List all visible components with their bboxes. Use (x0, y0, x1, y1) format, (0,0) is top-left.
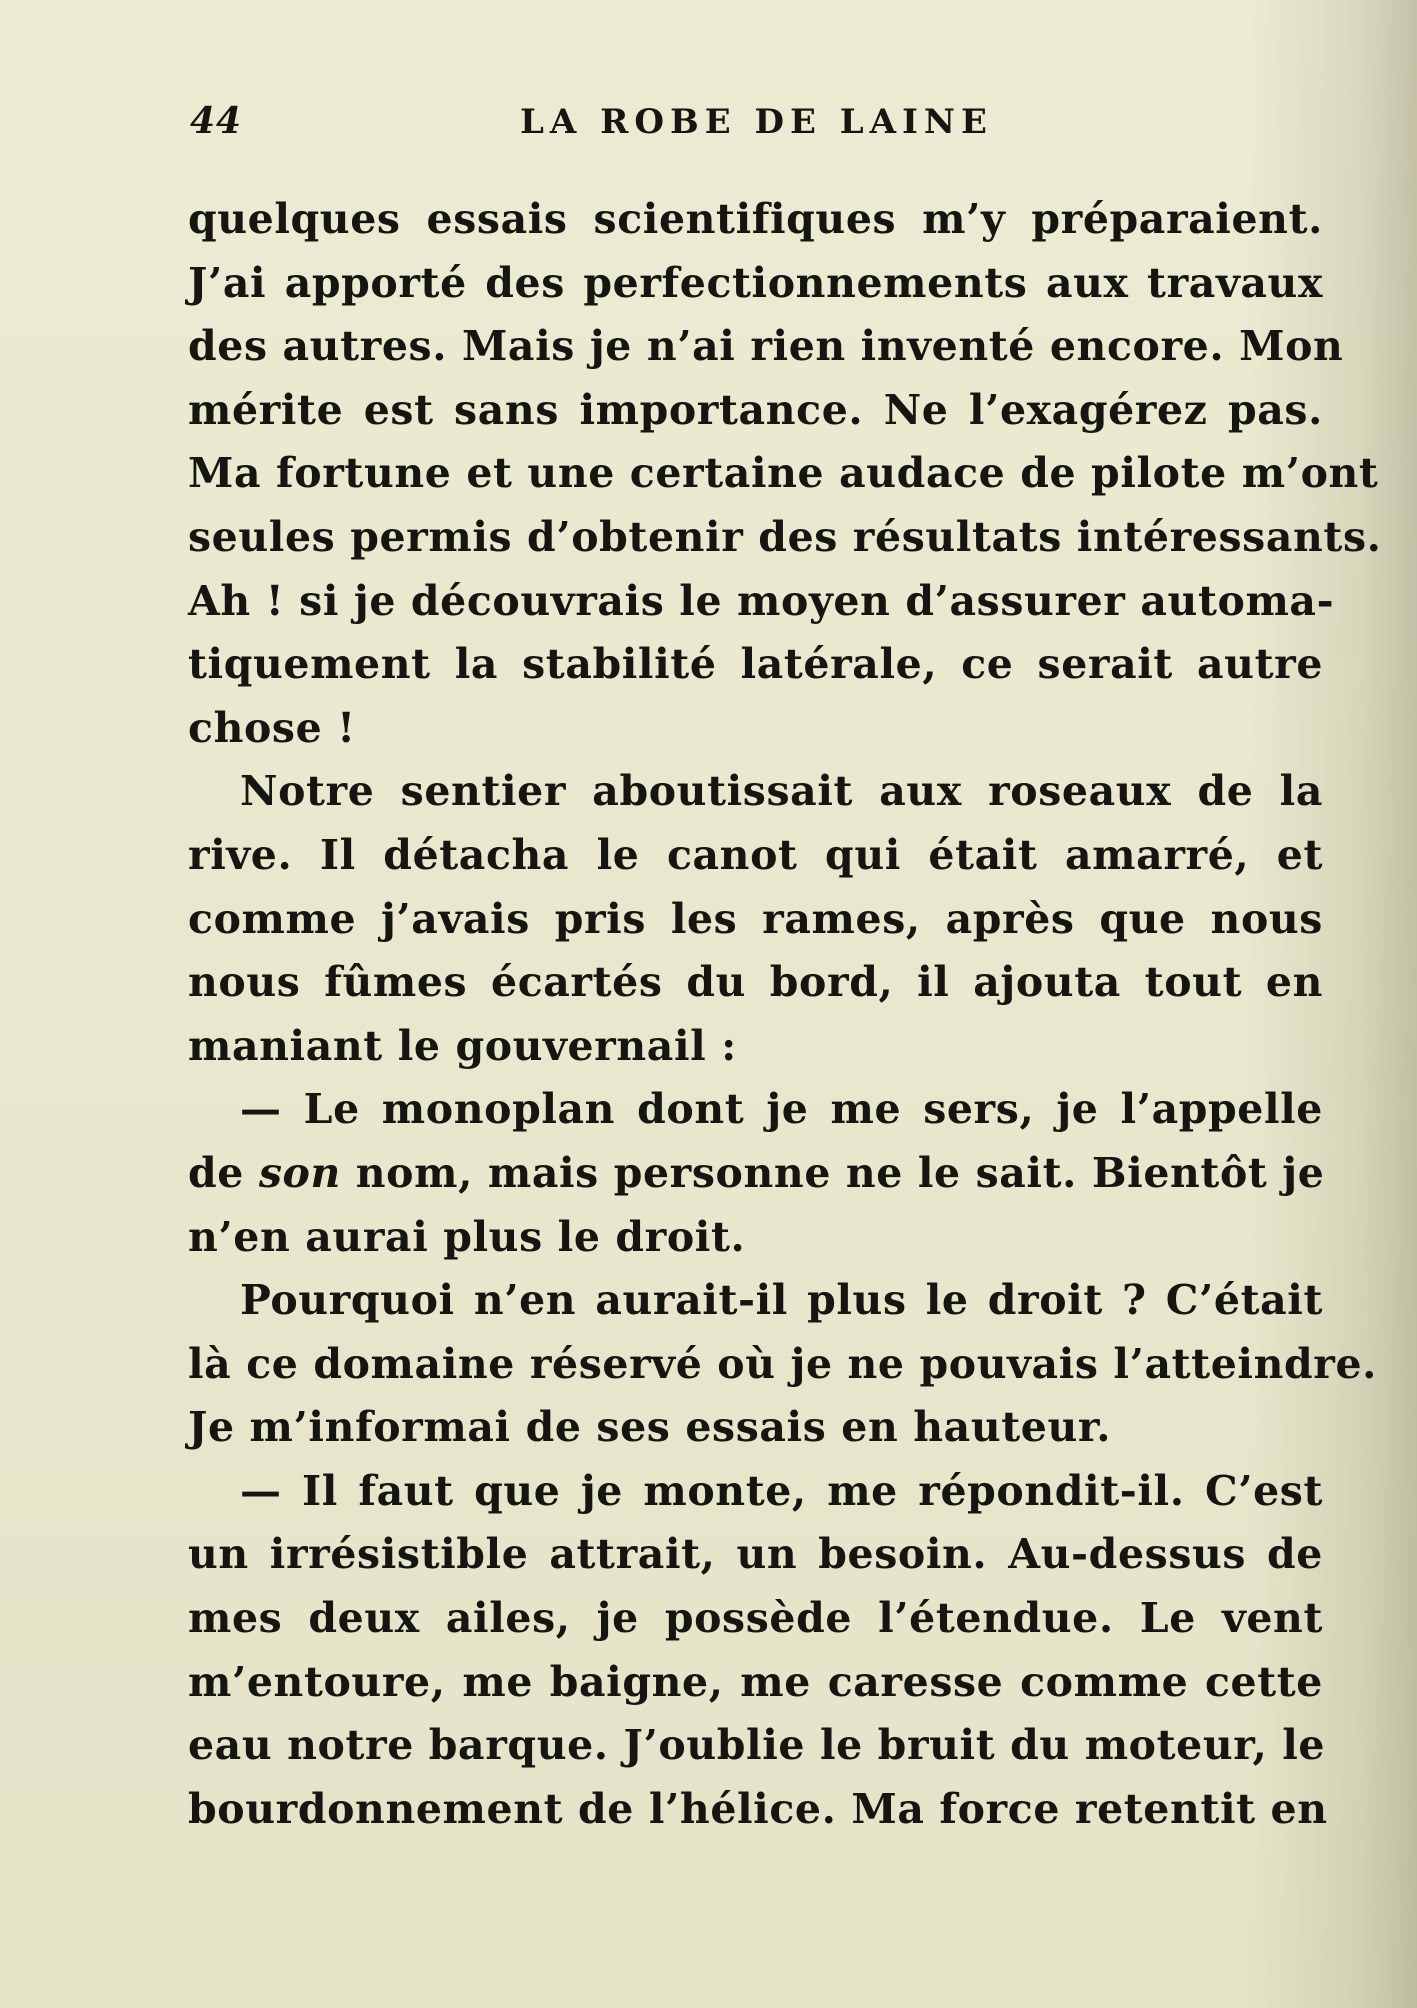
text-line: bourdonnement de l’hélice. Ma force retentit en (188, 1784, 1328, 1833)
text-line: n’en aurai plus le droit. (188, 1212, 746, 1261)
text-line: J’ai apporté des perfectionnements aux travaux (188, 258, 1323, 307)
body-text (188, 188, 1382, 1841)
text-line: quelques essais scientifiques m’y préparaient. (188, 195, 1323, 243)
paragraph-start-line: Pourquoi n’en aurait-il plus le droit ? C’était (240, 1276, 1323, 1325)
running-title: LA ROBE DE LAINE (520, 102, 993, 142)
text-line: nous fûmes écartés du bord, il ajouta tout en (188, 958, 1323, 1007)
text-line: là ce domaine réservé où je ne pouvais l’atteindre. (188, 1339, 1378, 1388)
page-header (190, 100, 1050, 150)
text-line: eau notre barque. J’oublie le bruit du moteur, le (188, 1721, 1326, 1770)
text-line: m’entoure, me baigne, me caresse comme cette (188, 1657, 1323, 1706)
text-segment: nom, mais personne ne le sait. Bientôt je (340, 1148, 1325, 1197)
paragraph-start-line: Notre sentier aboutissait aux roseaux de la (240, 767, 1323, 816)
text-line: seules permis d’obtenir des résultats intéressants. (188, 512, 1382, 561)
page-number: 44 (190, 100, 243, 142)
text-line: maniant le gouvernail : (188, 1021, 737, 1070)
text-line: Je m’informai de ses essais en hauteur. (188, 1403, 1112, 1452)
dialogue-line: — Il faut que je monte, me répondit-il. C’est (240, 1466, 1323, 1515)
text-line: Ma fortune et une certaine audace de pilote m’ont (188, 449, 1379, 498)
italic-word: son (258, 1148, 341, 1197)
text-line: un irrésistible attrait, un besoin. Au-dessus de (188, 1530, 1323, 1579)
text-segment: de (188, 1148, 259, 1197)
text-line: tiquement la stabilité latérale, ce serait autre (188, 640, 1323, 689)
text-line: rive. Il détacha le canot qui était amarré, et (188, 830, 1323, 879)
text-line (188, 1142, 1323, 1206)
text-line: des autres. Mais je n’ai rien inventé encore. Mon (188, 322, 1344, 371)
text-line: mes deux ailes, je possède l’étendue. Le vent (188, 1594, 1323, 1643)
text-line: Ah ! si je découvrais le moyen d’assurer automa- (188, 576, 1335, 625)
text-line: mérite est sans importance. Ne l’exagérez pas. (188, 385, 1323, 434)
dialogue-line: — Le monoplan dont je me sers, je l’appelle (240, 1085, 1323, 1134)
text-line: comme j’avais pris les rames, après que nous (188, 894, 1323, 943)
text-line: chose ! (188, 703, 356, 752)
